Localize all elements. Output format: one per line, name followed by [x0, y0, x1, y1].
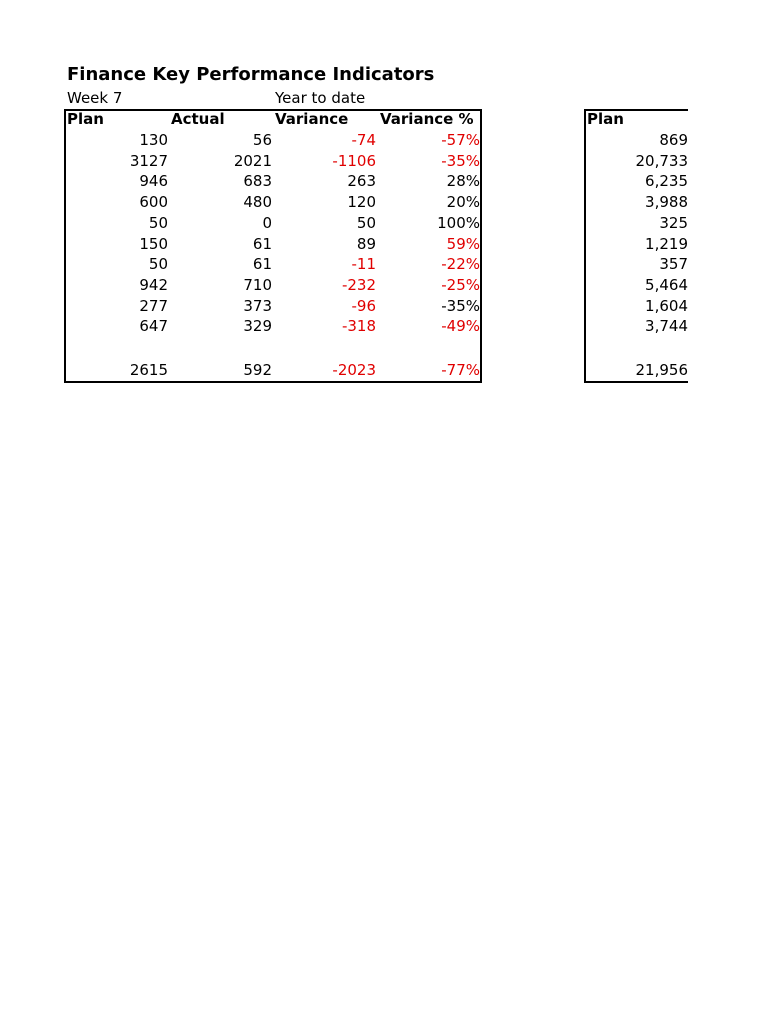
ytd-cell-plan: 5,464 — [645, 276, 688, 294]
week-cell-variance: 89 — [356, 235, 376, 253]
week-cell-variance-pct: -25% — [441, 276, 480, 294]
week-cell-actual: 683 — [243, 172, 272, 190]
week-cell-variance: 263 — [347, 172, 376, 190]
week-cell-variance-pct: 20% — [446, 193, 480, 211]
ytd-total-plan: 21,956 — [635, 361, 688, 379]
ytd-cell-plan: 1,219 — [645, 235, 688, 253]
ytd-cell-plan: 869 — [659, 131, 688, 149]
week-cell-variance-pct: 100% — [437, 214, 480, 232]
week-cell-variance: -1106 — [332, 152, 376, 170]
week-total-variance-pct: -77% — [441, 361, 480, 379]
week-cell-variance: -318 — [341, 317, 376, 335]
week-cell-variance-pct: -49% — [441, 317, 480, 335]
week-cell-variance-pct: -57% — [441, 131, 480, 149]
spreadsheet-view — [0, 0, 688, 400]
week-cell-actual: 61 — [252, 255, 272, 273]
week-cell-variance-pct: 28% — [446, 172, 480, 190]
week-cell-plan: 647 — [139, 317, 168, 335]
week-header-actual: Actual — [171, 110, 225, 128]
week-cell-variance: -11 — [351, 255, 376, 273]
week-total-actual: 592 — [243, 361, 272, 379]
week-cell-plan: 277 — [139, 297, 168, 315]
week-cell-actual: 56 — [252, 131, 272, 149]
week-cell-variance-pct: -22% — [441, 255, 480, 273]
ytd-cell-plan: 325 — [659, 214, 688, 232]
ytd-cell-plan: 20,733 — [635, 152, 688, 170]
ytd-cell-plan: 3,744 — [645, 317, 688, 335]
week-cell-actual: 0 — [262, 214, 272, 232]
week-cell-actual: 480 — [243, 193, 272, 211]
week-cell-actual: 329 — [243, 317, 272, 335]
week-total-plan: 2615 — [129, 361, 168, 379]
week-cell-actual: 2021 — [233, 152, 272, 170]
week-cell-plan: 130 — [139, 131, 168, 149]
week-cell-plan: 946 — [139, 172, 168, 190]
week-cell-variance: 50 — [356, 214, 376, 232]
week-cell-plan: 50 — [148, 255, 168, 273]
week-total-variance: -2023 — [332, 361, 376, 379]
week-cell-variance-pct: -35% — [441, 152, 480, 170]
week-cell-variance: 120 — [347, 193, 376, 211]
week-header-plan: Plan — [67, 110, 104, 128]
ytd-label: Year to date — [275, 89, 366, 107]
report-title: Finance Key Performance Indicators — [67, 64, 435, 85]
week-cell-plan: 50 — [148, 214, 168, 232]
ytd-cell-plan: 357 — [659, 255, 688, 273]
week-label: Week 7 — [67, 89, 123, 107]
week-cell-variance: -74 — [351, 131, 376, 149]
week-cell-variance-pct: 59% — [446, 235, 480, 253]
week-cell-variance: -232 — [341, 276, 376, 294]
ytd-cell-plan: 1,604 — [645, 297, 688, 315]
week-cell-variance: -96 — [351, 297, 376, 315]
ytd-cell-plan: 6,235 — [645, 172, 688, 190]
week-cell-plan: 600 — [139, 193, 168, 211]
week-cell-variance-pct: -35% — [441, 297, 480, 315]
week-cell-actual: 61 — [252, 235, 272, 253]
week-cell-actual: 710 — [243, 276, 272, 294]
week-header-variance-pct: Variance % — [380, 110, 474, 128]
week-cell-plan: 150 — [139, 235, 168, 253]
week-cell-actual: 373 — [243, 297, 272, 315]
ytd-header-plan: Plan — [587, 110, 624, 128]
week-cell-plan: 3127 — [129, 152, 168, 170]
week-cell-plan: 942 — [139, 276, 168, 294]
week-header-variance: Variance — [275, 110, 349, 128]
ytd-cell-plan: 3,988 — [645, 193, 688, 211]
